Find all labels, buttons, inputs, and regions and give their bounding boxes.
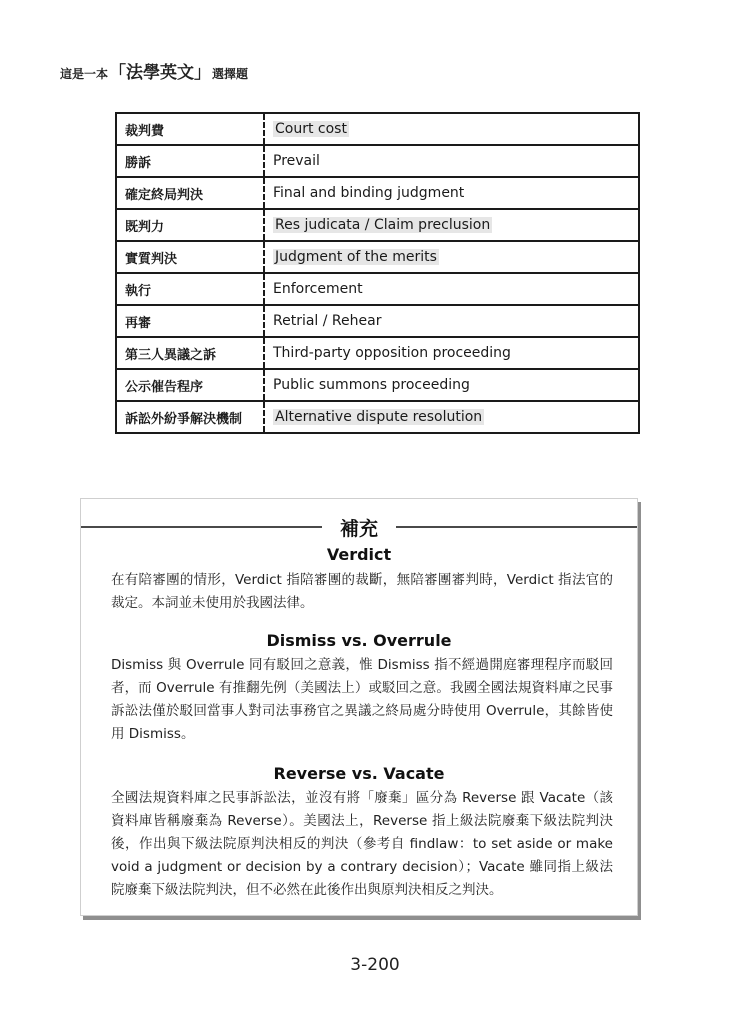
term-row: [116, 113, 639, 145]
supplement-title-row: [81, 513, 637, 541]
section-heading-dismiss-overrule: Dismiss vs. Overrule: [266, 631, 452, 650]
page-number: 3-200: [350, 955, 400, 975]
term-english-cell: [264, 113, 639, 145]
term-english-cell: [264, 273, 639, 305]
running-header: [60, 58, 248, 83]
section-body-dismiss-overrule: Dismiss 與 Overrule 同有駁回之意義，惟 Dismiss 指不經過開庭審理程序而駁回者，而 Overrule 有推翻先例（美國法上）或駁回之意。我國全國法規資料庫之民事訴訟法僅於駁回當事人對司法事務官之異議之終局處分時使用 Overrule，其餘皆使用 Dismiss。: [111, 657, 613, 742]
term-chinese: 執行: [116, 273, 264, 305]
term-row: [116, 337, 639, 369]
section-body-reverse-vacate: 全國法規資料庫之民事訴訟法，並沒有將「廢棄」區分為 Reverse 跟 Vacate（該資料庫皆稱廢棄為 Reverse）。美國法上，Reverse 指上級法院廢棄下級法院判決後，作出與下級法院原判決相反的判決（參考自 findlaw：to set aside or make void a judgment or decision by a contrary decision）；Vacate 雖同指上級法院廢棄下級法院判決，但不必然在此後作出與原判決相反之判決。: [111, 790, 613, 898]
term-row: [116, 305, 639, 337]
term-row: [116, 273, 639, 305]
term-english: Alternative dispute resolution: [275, 409, 483, 425]
term-chinese: 勝訴: [116, 145, 264, 177]
term-chinese: 訴訟外紛爭解決機制: [116, 401, 264, 433]
term-english: Judgment of the merits: [275, 249, 437, 265]
term-chinese: 既判力: [116, 209, 264, 241]
term-english-cell: [264, 337, 639, 369]
term-chinese: 裁判費: [116, 113, 264, 145]
divider-left: [81, 526, 322, 528]
supplement-title: 補充: [340, 517, 379, 540]
term-english: Res judicata / Claim preclusion: [275, 217, 491, 233]
term-english-cell: [264, 177, 639, 209]
header-brand: 「法學英文」: [109, 63, 212, 83]
terms-table: [115, 112, 640, 434]
term-english: Retrial / Rehear: [273, 313, 382, 329]
term-row: [116, 177, 639, 209]
term-english-cell: [264, 369, 639, 401]
header-prefix: 這是一本: [60, 67, 109, 81]
term-english: Final and binding judgment: [273, 185, 465, 201]
term-english-cell: [264, 145, 639, 177]
term-chinese: 實質判決: [116, 241, 264, 273]
term-english: Third-party opposition proceeding: [273, 345, 511, 361]
header-suffix: 選擇題: [212, 67, 249, 81]
term-english: Prevail: [273, 153, 320, 169]
term-chinese: 第三人異議之訴: [116, 337, 264, 369]
term-row: [116, 401, 639, 433]
term-english: Public summons proceeding: [273, 377, 470, 393]
section-body-verdict: 在有陪審團的情形，Verdict 指陪審團的裁斷，無陪審團審判時，Verdict 指法官的裁定。本詞並未使用於我國法律。: [111, 572, 613, 611]
term-english-cell: [264, 401, 639, 433]
divider-right: [396, 526, 637, 528]
term-english: Enforcement: [273, 281, 363, 297]
term-english-cell: [264, 209, 639, 241]
term-english-cell: [264, 241, 639, 273]
term-english-cell: [264, 305, 639, 337]
term-english: Court cost: [275, 121, 347, 137]
term-chinese: 公示催告程序: [116, 369, 264, 401]
section-heading-verdict: Verdict: [326, 545, 392, 564]
supplement-box: [80, 498, 638, 916]
term-chinese: 確定終局判決: [116, 177, 264, 209]
term-row: [116, 369, 639, 401]
section-heading-reverse-vacate: Reverse vs. Vacate: [273, 764, 445, 783]
term-row: [116, 145, 639, 177]
term-row: [116, 209, 639, 241]
term-chinese: 再審: [116, 305, 264, 337]
term-row: [116, 241, 639, 273]
